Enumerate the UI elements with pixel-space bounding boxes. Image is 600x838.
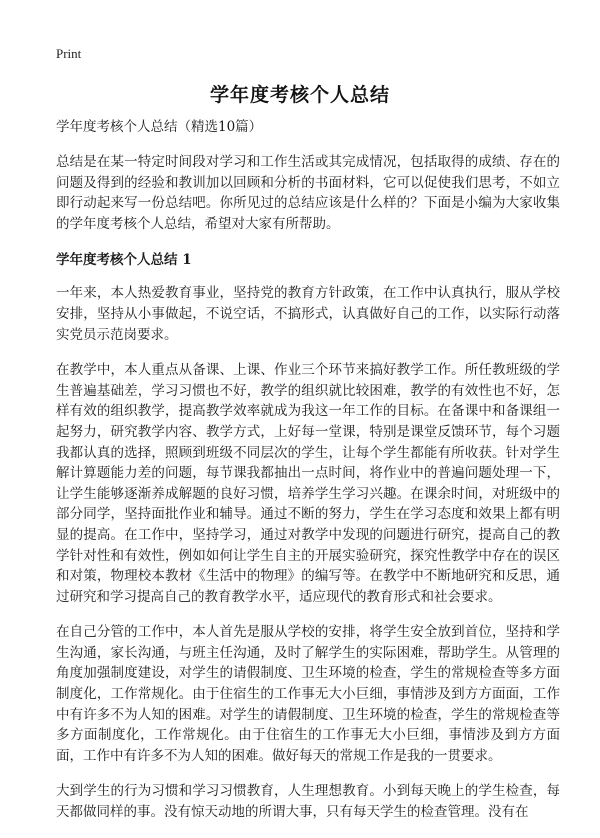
body-paragraph: 在自己分管的工作中，本人首先是服从学校的安排，将学生安全放到首位，坚持和学生沟通，家长沟通，与班主任沟通，及时了解学生的实际困难，帮助学生。从管理的角度加强制度建设，对学生的请假制度、卫生环境的检查，学生的常规检查等多方面制度化，工作常规化。由于住宿生的工作事无大小巨细，事情涉及到方方面面，工作中有许多不为人知的困难。对学生的请假制度、卫生环境的检查，学生的常规检查等多方面制度化，工作常规化。由于住宿生的工作事无大小巨细，事情涉及到方方面面，工作中有许多不为人知的困难。做好每天的常规工作是我的一贯要求。	[56, 624, 560, 764]
body-paragraph: 大到学生的行为习惯和学习习惯教育，人生理想教育。小到每天晚上的学生检查，每天都做同样的事。没有惊天动地的所谓大事，只有每天学生的检查管理。没有在	[56, 783, 560, 821]
print-link[interactable]: Print	[56, 46, 82, 61]
intro-paragraph: 总结是在某一特定时间段对学习和工作生活或其完成情况，包括取得的成绩、存在的问题及得到的经验和教训加以回顾和分析的书面材料，它可以促使我们思考，不如立即行动起来写一份总结吧。你所见过的总结应该是什么样的？下面是小编为大家收集的学年度考核个人总结，希望对大家有所帮助。	[56, 154, 560, 232]
body-paragraph: 一年来，本人热爱教育事业，坚持党的教育方针政策，在工作中认真执行，服从学校安排，坚持从小事做起，不说空话，不搞形式，认真做好自己的工作，以实际行动落实党员示范岗要求。	[56, 285, 560, 343]
document-subtitle: 学年度考核个人总结（精选10篇）	[56, 119, 263, 135]
body-paragraph: 在教学中，本人重点从备课、上课、作业三个环节来搞好教学工作。所任教班级的学生普遍基础差，学习习惯也不好，教学的组织就比较困难，教学的有效性也不好，怎样有效的组织教学，提高教学效率就成为我这一年工作的目标。在备课中和备课组一起努力，研究教学内容、教学方式，上好每一堂课，特别是课堂反馈环节，每个习题我都认真的选择，照顾到班级不同层次的学生，让每个学生都能有所收获。针对学生解计算题能力差的问题，每节课我都抽出一点时间，将作业中的普遍问题处理一下，让学生能够逐渐养成解题的良好习惯，培养学生学习兴趣。在课余时间，对班级中的部分同学，坚持面批作业和辅导。通过不断的努力，学生在学习态度和效果上都有明显的提高。在工作中，坚持学习，通过对教学中发现的问题进行研究，提高自己的教学针对性和有效性，例如如何让学生自主的开展实验研究，探究性教学中存在的误区和对策，物理校本教材《生活中的物理》的编写等。在教学中不断地研究和反思，通过研究和学习提高自己的教育教学水平，适应现代的教育形式和社会要求。	[56, 362, 560, 605]
document-body	[56, 116, 560, 838]
section-heading: 学年度考核个人总结 1	[56, 252, 192, 269]
document-title: 学年度考核个人总结	[209, 84, 390, 106]
